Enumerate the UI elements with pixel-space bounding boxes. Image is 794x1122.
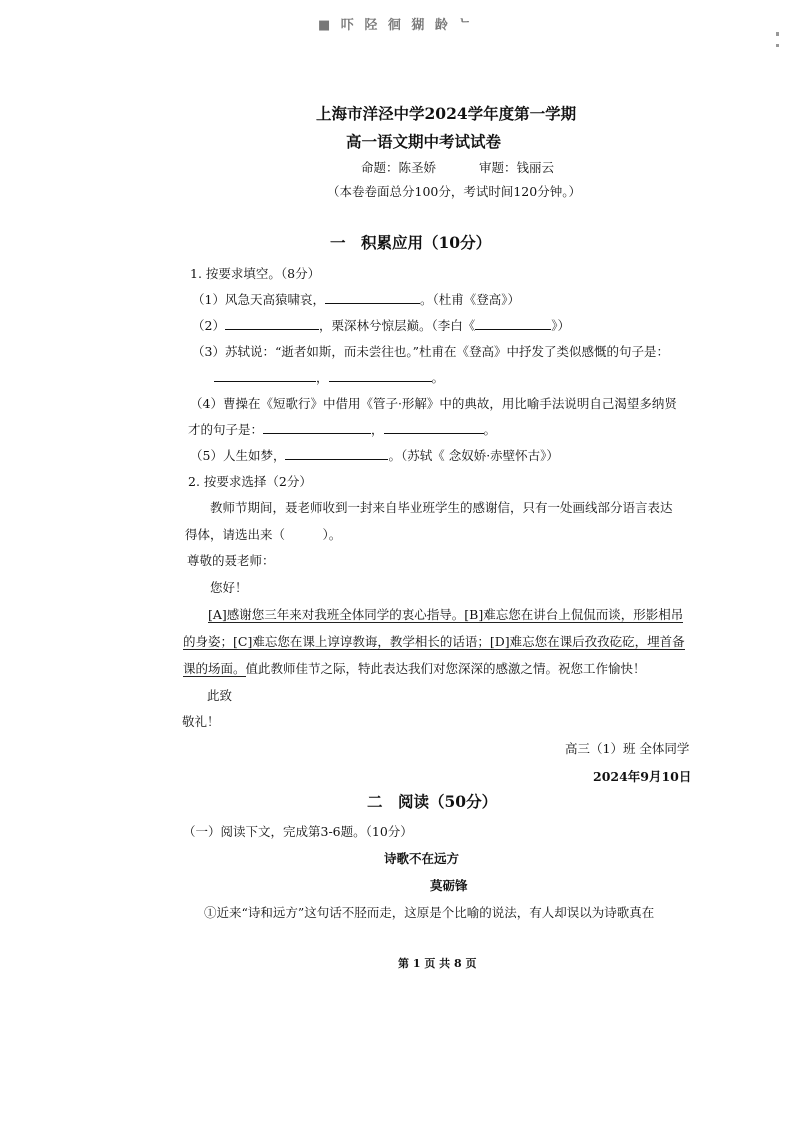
scan-speck [776, 32, 779, 36]
q1-1 [192, 290, 520, 308]
letter-date: 2024年9月10日 [593, 769, 692, 784]
q1-1-prefix: （1）风急天高猿啸哀， [192, 292, 325, 307]
article-author: 莫砺锋 [430, 878, 468, 893]
q1-3-text: （3）苏轼说：“逝者如斯，而未尝往也。”杜甫在《登高》中抒发了类似感慨的句子是： [192, 344, 669, 359]
letter-greeting: 您好！ [210, 580, 248, 595]
q1-5-prefix: （5）人生如梦， [190, 448, 286, 463]
letter-salutation: 尊敬的聂老师： [187, 553, 275, 568]
q1-4-blank-2[interactable] [384, 421, 484, 434]
option-a[interactable]: [A]感谢您三年来对我班全体同学的衷心指导。 [208, 607, 465, 622]
author-label: 命题：陈圣娇 [361, 160, 437, 175]
q1-2-suffix: 》） [551, 318, 570, 333]
option-b-continued[interactable]: 的身姿； [183, 634, 234, 649]
q1-2-mid: ，栗深林兮惊层巅。（李白《 [318, 318, 476, 333]
q2-heading: 2. 按要求选择（2分） [188, 474, 312, 489]
q1-2-prefix: （2） [192, 318, 225, 333]
q1-3-end: 。 [431, 370, 445, 385]
option-b[interactable]: [B]难忘您在讲台上侃侃而谈，形影相吊 [464, 607, 684, 622]
q1-5-answer-blank[interactable] [285, 447, 388, 460]
letter-line-1 [208, 605, 683, 623]
section-1-heading: 一 积累应用（10分） [330, 233, 492, 252]
q1-2-title-blank[interactable] [475, 317, 551, 330]
q1-5-suffix: 。（苏轼《 念奴娇·赤壁怀古》） [388, 448, 559, 463]
q1-4-prefix: 才的句子是： [188, 422, 264, 437]
option-d[interactable]: [D]难忘您在课后孜孜矻矻，埋首备 [489, 634, 685, 649]
q1-2-answer-blank[interactable] [225, 317, 319, 330]
q1-5 [190, 446, 559, 464]
letter-closing-1: 此致 [207, 688, 233, 703]
title-line-2: 高一语文期中考试试卷 [346, 132, 502, 151]
q1-3-sep: ， [316, 370, 329, 385]
q1-4-blank-1[interactable] [263, 421, 371, 434]
scan-speck [776, 44, 779, 47]
part-1-heading: （一）阅读下文，完成第3-6题。（10分） [183, 824, 413, 839]
q1-2 [192, 316, 570, 334]
option-c[interactable]: [C]难忘您在课上谆谆教诲，教学相长的话语； [233, 634, 490, 649]
letter-line-2 [183, 632, 685, 650]
exam-note: （本卷卷面总分100分，考试时间120分钟。） [327, 184, 581, 199]
article-title: 诗歌不在远方 [384, 851, 460, 866]
reviewer-label: 审题：钱丽云 [479, 160, 555, 175]
q1-3-blank-1[interactable] [214, 369, 316, 382]
q1-1-answer-blank[interactable] [325, 291, 420, 304]
letter-rest: 值此教师佳节之际，特此表达我们对您深深的感激之情。祝您工作愉快！ [245, 661, 646, 676]
q1-heading: 1. 按要求填空。（8分） [190, 266, 321, 281]
letter-closing-2: 敬礼！ [182, 714, 220, 729]
page-footer: 第 1 页 共 8 页 [398, 957, 477, 970]
section-2-heading: 二 阅读（50分） [367, 792, 498, 811]
q1-4-sep: ， [371, 422, 384, 437]
option-d-continued[interactable]: 课的场面。 [183, 661, 246, 676]
letter-line-3 [183, 659, 646, 677]
q1-1-suffix: 。（杜甫《登高》） [419, 292, 520, 307]
article-paragraph-1: ①近来“诗和远方”这句话不胫而走，这原是个比喻的说法，有人却误以为诗歌真在 [204, 905, 655, 920]
q1-3-answer [214, 368, 444, 386]
q1-4-end: 。 [483, 422, 497, 437]
q1-4-line-1: （4）曹操在《短歌行》中借用《管子·形解》中的典故，用比喻手法说明自己渴望多纳贤 [190, 396, 677, 411]
scan-header-fragment: ■ 吓 陉 徊 猢 龄 ᄂ [318, 18, 474, 33]
q2-line-2: 得体，请选出来（ ）。 [185, 527, 342, 542]
title-line-1: 上海市洋泾中学2024学年度第一学期 [316, 104, 577, 123]
q1-3-blank-2[interactable] [329, 369, 432, 382]
letter-signature: 高三（1）班 全体同学 [565, 741, 690, 756]
q1-4-line-2 [188, 420, 496, 438]
q2-line-1: 教师节期间，聂老师收到一封来自毕业班学生的感谢信，只有一处画线部分语言表达 [210, 500, 673, 515]
